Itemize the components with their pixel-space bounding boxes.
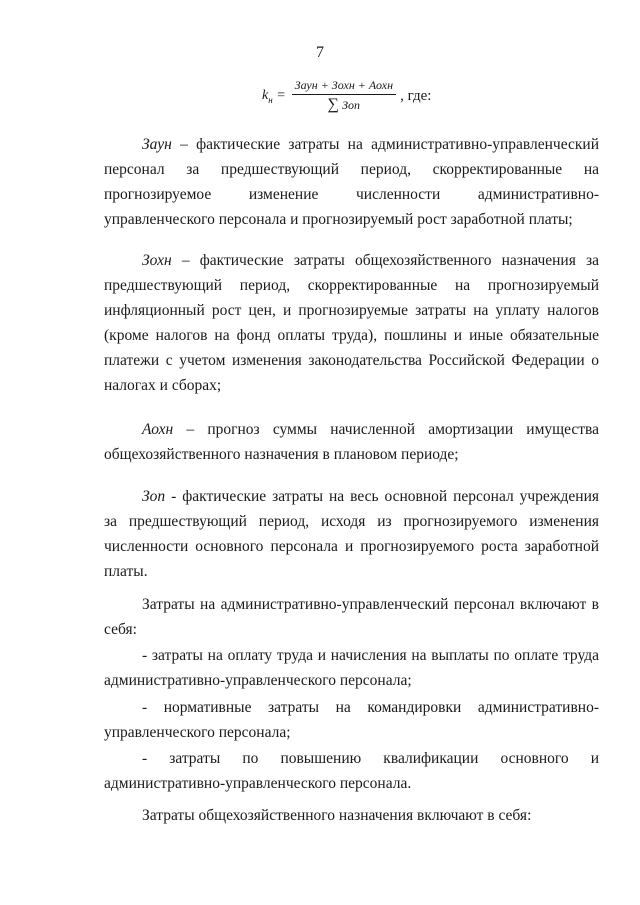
admin-costs-intro: Затраты на административно-управленческий персонал включают в себя:: [104, 596, 599, 638]
definition-aohn: Аохн – прогноз суммы начисленной амортизации имущества общехозяйственного назначения в плановом периоде;: [104, 421, 599, 463]
formula-tail: , где:: [400, 87, 432, 104]
page-number: 7: [316, 44, 324, 61]
formula-lhs: $k_н$ =: [262, 87, 286, 105]
formula-fraction: [292, 78, 396, 114]
definition-zop: Зоп - фактические затраты на весь основной персонал учреждения за предшествующий период, исходя из прогнозируемого изменения численности основного персонала и прогнозируемого роста заработной платы.: [104, 488, 599, 580]
admin-costs-item: - нормативные затраты на командировки административно-управленческого персонала;: [104, 699, 599, 741]
sigma-symbol: ∑: [327, 96, 340, 113]
admin-costs-item: - затраты по повышению квалификации основного и административно-управленческого персонала.: [104, 750, 599, 792]
definition-zohn: Зохн – фактические затраты общехозяйственного назначения за предшествующий период, скорректированные на прогнозируемый инфляционный рост цен, и прогнозируемые затраты на уплату налогов (кроме налогов на фонд оплаты труда), пошлины и иные обязательные платежи с учетом изменения законодательства Российской Федерации о налогах и сборах;: [104, 252, 599, 394]
formula: [262, 78, 431, 114]
admin-costs-item: - затраты на оплату труда и начисления на выплаты по оплате труда административно-управленческого персонала;: [104, 647, 599, 689]
general-costs-intro: Затраты общехозяйственного назначения включают в себя:: [142, 807, 532, 824]
definition-zaun: Заун – фактические затраты на административно-управленческий персонал за предшествующий период, скорректированные на прогнозируемое изменение численности административно-управленческого персонала и прогнозируемый рост заработной платы;: [104, 136, 599, 228]
formula-denominator: ∑ Зоп: [327, 96, 361, 113]
formula-numerator: Заун + Зохн + Аохн: [292, 78, 396, 95]
